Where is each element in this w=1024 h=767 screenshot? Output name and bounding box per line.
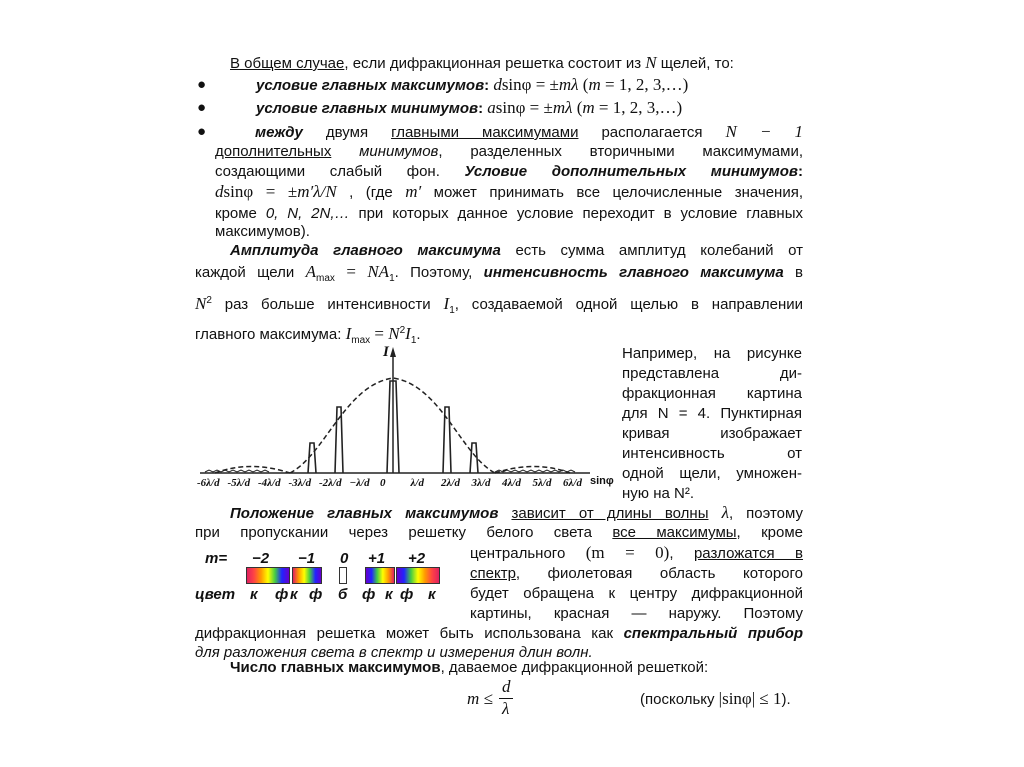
text-segment: d (493, 75, 502, 94)
text-segment (708, 505, 721, 522)
caption-line: интенсивность от (622, 445, 802, 462)
x-tick-label: 0 (380, 477, 386, 489)
x-tick-label: -6λ/d (197, 477, 220, 489)
count-line1 (230, 659, 708, 677)
text-segment: главными максимумами (391, 124, 579, 141)
text-segment: , кроме (736, 524, 803, 541)
color-letter: ф (400, 586, 414, 603)
text-segment: ). (781, 691, 791, 708)
color-letter: ф (309, 586, 323, 603)
x-tick-label: -3λ/d (288, 477, 312, 489)
text-segment: max (315, 273, 335, 284)
text-segment: I (345, 324, 352, 343)
pos-line1 (195, 504, 803, 523)
amp-line1 (195, 242, 803, 260)
text-segment: (m = 0) (585, 543, 670, 562)
text-segment: N − 1 (725, 122, 804, 141)
text-segment (498, 505, 511, 522)
x-tick-label: 4λ/d (502, 477, 521, 489)
x-axis-label: sinφ (590, 475, 614, 487)
spectrum-plus2 (396, 567, 440, 584)
order-label: m= (205, 550, 228, 567)
text-segment: ( (572, 98, 583, 117)
text-segment: 1 (389, 273, 395, 284)
text-segment: NA (367, 262, 390, 281)
text-segment: спектр (470, 565, 516, 582)
spectrum-plus1 (365, 567, 395, 584)
text-segment: при которых данное условие переходит в условие главных (349, 205, 803, 222)
x-tick-label: -5λ/d (227, 477, 251, 489)
b3-line1 (215, 123, 803, 142)
formula-denominator: λ (502, 699, 510, 718)
x-tick-label: λ/d (410, 477, 424, 489)
text-segment: центрального (470, 545, 586, 562)
text-segment: Условие дополнительных минимумов (464, 163, 798, 180)
text-segment: , если дифракционная решетка состоит из (344, 55, 646, 72)
text-segment: Положение главных максимумов (230, 505, 499, 522)
text-segment: N (195, 294, 207, 313)
text-segment: условие главных минимумов (256, 100, 479, 117)
text-segment: λ (721, 503, 729, 522)
text-segment: каждой щели (195, 264, 306, 281)
pos-line2 (195, 524, 803, 542)
text-segment: , (669, 545, 694, 562)
text-segment: N (388, 324, 400, 343)
caption-line: одной щели, умножен- (622, 465, 802, 482)
text-segment: sin (501, 75, 522, 94)
formula-numerator: d (502, 677, 511, 696)
x-tick-label: -4λ/d (258, 477, 281, 489)
b3-line6 (215, 223, 310, 241)
color-letter: ф (362, 586, 376, 603)
text-segment: кроме (215, 205, 266, 222)
text-segment: создающими слабый фон. (215, 163, 465, 180)
order-plus1: +1 (368, 550, 386, 567)
text-segment: : (798, 163, 803, 180)
intro-line (230, 54, 734, 73)
text-segment: минимумов (359, 143, 439, 160)
y-axis-arrow-icon (390, 347, 396, 357)
text-segment: все максимумы (612, 524, 737, 541)
text-segment: спектральный прибор (623, 625, 803, 642)
color-letter: ф (275, 586, 289, 603)
color-letter: б (338, 586, 348, 603)
x-tick-label: 5λ/d (532, 477, 552, 489)
order-plus2: +2 (408, 550, 426, 567)
pos-line3 (470, 544, 803, 563)
text-segment: m (588, 75, 601, 94)
order-0: 0 (340, 550, 349, 567)
text-segment: в (783, 264, 803, 281)
main-maxima-condition (256, 76, 688, 95)
text-segment: 0, N, 2N,… (265, 205, 350, 222)
text-segment: I (443, 294, 450, 313)
text-segment: sin (223, 182, 244, 201)
text-segment: . Поэтому, (394, 264, 484, 281)
pos-line5: будет обращена к центру дифракционной (470, 585, 803, 602)
text-segment (331, 143, 359, 160)
text-segment: , фиолетовая область которого (515, 565, 803, 582)
text-segment: условие главных максимумов (256, 77, 485, 94)
caption-line: фракционная картина (622, 385, 802, 402)
text-segment: располагается (578, 124, 726, 141)
spectrum-minus2 (246, 567, 290, 584)
text-segment: m (582, 98, 595, 117)
text-segment: 1 (410, 335, 417, 346)
caption-line: кривая изображает (622, 425, 802, 442)
pos-line4 (470, 565, 803, 583)
text-segment: щелей, то: (656, 55, 734, 72)
y-axis-label: I (383, 344, 389, 360)
text-segment: : (484, 77, 494, 94)
bullet-icon: ● (197, 76, 207, 93)
b3-line2 (215, 143, 803, 161)
text-segment: max (351, 335, 371, 346)
bullet-icon: ● (197, 123, 207, 140)
text-segment: интенсивность главного максимума (483, 264, 784, 281)
text-segment: = (334, 262, 368, 281)
text-segment: , создаваемой одной щелью в направлении (454, 296, 803, 313)
text-segment: m′ (405, 182, 422, 201)
text-segment: дифракционная решетка может быть использована как (195, 625, 624, 642)
text-segment: может принимать все целочисленные значения, (421, 184, 804, 201)
color-letter: к (428, 586, 436, 603)
text-segment: sin (495, 98, 516, 117)
text-segment: Число главных максимумов (230, 659, 441, 676)
text-segment: , поэтому (728, 505, 803, 522)
color-letter: к (290, 586, 298, 603)
text-segment: 2 (399, 325, 406, 336)
text-segment: φ = ± (243, 182, 298, 201)
text-segment: есть сумма амплитуд колебаний от (500, 242, 803, 259)
text-segment: d (215, 182, 224, 201)
text-segment: В общем случае (230, 55, 345, 72)
text-segment: : (478, 100, 488, 117)
text-segment: . (416, 326, 421, 343)
text-segment: mλ (552, 98, 573, 117)
b3-line5 (215, 205, 803, 223)
color-letter: к (385, 586, 393, 603)
text-segment: двумя (302, 124, 392, 141)
spectrum-minus1 (292, 567, 322, 584)
secondary-maxima (205, 470, 575, 472)
color-letter: к (250, 586, 258, 603)
text-segment: главного максимума: (195, 326, 346, 343)
caption-line: представлена ди- (622, 365, 802, 382)
x-tick-label: 3λ/d (471, 477, 491, 489)
caption-line: Например, на рисунке (622, 345, 802, 362)
caption-line: ную на N². (622, 485, 694, 502)
caption-line: для N = 4. Пунктирная (622, 405, 802, 422)
text-segment: = 1, 2, 3,…) (594, 98, 683, 117)
text-segment: между (255, 124, 303, 141)
text-segment: максимумов). (215, 223, 310, 240)
text-segment: A (305, 262, 316, 281)
text-segment: при пропускании через решетку белого света (195, 524, 613, 541)
text-segment: φ = ± (521, 75, 559, 94)
text-segment: φ = ± (515, 98, 553, 117)
x-tick-label: −λ/d (349, 477, 370, 489)
text-segment: mλ (558, 75, 579, 94)
text-segment: разложатся в (693, 545, 804, 562)
amp-line2 (195, 263, 803, 288)
text-segment: , разделенных вторичными максимумами, (438, 143, 804, 160)
pos-line6: картины, красная — наружу. Поэтому (470, 605, 803, 622)
b3-line3 (215, 163, 803, 181)
spectrum-white (339, 567, 347, 584)
text-segment: , (где (336, 184, 406, 201)
text-segment: = (370, 324, 389, 343)
x-tick-label: 6λ/d (563, 477, 582, 489)
b3-line4 (215, 183, 803, 202)
bullet-icon: ● (197, 99, 207, 116)
text-segment: = 1, 2, 3,…) (600, 75, 689, 94)
order-minus2: −2 (252, 550, 270, 567)
text-segment: дополнительных (215, 143, 332, 160)
count-note (640, 690, 791, 709)
text-segment: ( (578, 75, 589, 94)
text-segment: m′λ/N (297, 182, 337, 201)
text-segment: a (487, 98, 496, 117)
pos-line8: для разложения света в спектр и измерения длин волн. (195, 644, 593, 661)
main-minima-condition (256, 99, 682, 118)
amp-line3 (195, 292, 803, 320)
text-segment: I (405, 324, 411, 343)
text-segment: |sinφ| ≤ 1 (718, 689, 782, 708)
text-segment: N (645, 53, 657, 72)
order-minus1: −1 (298, 550, 316, 567)
pos-line7 (195, 625, 803, 643)
formula-lhs: m ≤ (467, 689, 493, 708)
text-segment: 2 (206, 295, 212, 306)
text-segment: , даваемое дифракционной решеткой: (440, 659, 709, 676)
text-segment: (поскольку (640, 691, 719, 708)
x-tick-label: -2λ/d (319, 477, 342, 489)
text-segment: зависит от длины волны (511, 505, 709, 522)
text-segment: раз больше интенсивности (211, 296, 444, 313)
x-tick-label: 2λ/d (441, 477, 460, 489)
color-label: цвет (195, 586, 236, 603)
text-segment: Амплитуда главного максимума (230, 242, 501, 259)
text-segment: 1 (449, 305, 455, 316)
